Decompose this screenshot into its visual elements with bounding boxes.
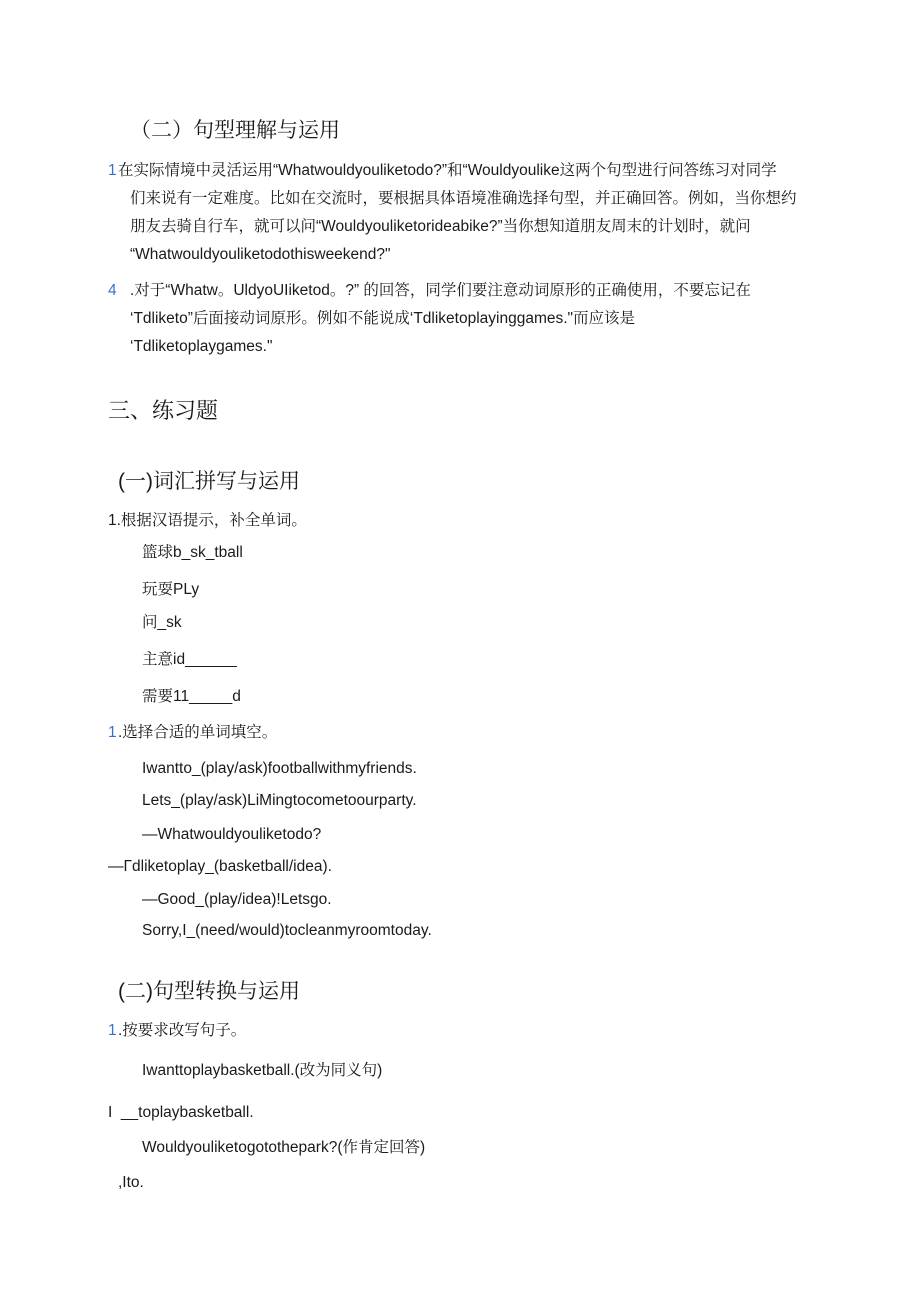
section-heading-sentence-patterns: （二）句型理解与运用: [130, 119, 340, 142]
paragraph-line: “Whatwouldyouliketodothisweekend?": [130, 246, 391, 263]
item-number: 4: [108, 282, 117, 299]
question-item: Lets_(play/ask)LiMingtocometoourparty.: [142, 792, 417, 809]
question-item: I __toplaybasketball.: [108, 1104, 254, 1121]
question-item: Iwantto_(play/ask)footballwithmyfriends.: [142, 760, 417, 777]
paragraph-line: ‘Tdliketoplaygames.": [130, 338, 273, 355]
item-number: 1: [108, 1022, 117, 1039]
subsection-heading-sentence-transformation: (二)句型转换与运用: [118, 980, 300, 1003]
question-label: .选择合适的单词填空。: [118, 724, 278, 741]
section-heading-exercises: 三、练习题: [108, 398, 219, 423]
question-item: 问_sk: [142, 614, 182, 631]
question-item: 主意id______: [142, 651, 237, 668]
question-item: —Good_(play/idea)!Letsgo.: [142, 891, 332, 908]
question-label: .按要求改写句子。: [118, 1022, 247, 1039]
item-number: 1: [108, 724, 117, 741]
question-item: Iwanttoplaybasketball.(改为同义句): [142, 1062, 383, 1079]
question-item: Wouldyouliketogotothepark?(作肯定回答): [142, 1139, 426, 1156]
paragraph-line: 在实际情境中灵活运用“Whatwouldyouliketodo?”和“Wouldyoulike这两个句型进行问答练习对同学: [118, 162, 777, 179]
question-item: —Whatwouldyouliketodo?: [142, 826, 322, 843]
paragraph-line: 朋友去骑自行车，就可以问“Wouldyouliketorideabike?”当你想知道朋友周末的计划时，就问: [130, 218, 751, 235]
question-item: 玩耍PLy: [142, 581, 200, 598]
item-number: 1: [108, 162, 117, 179]
paragraph-line: 们来说有一定难度。比如在交流时，要根据具体语境准确选择句型，并正确回答。例如，当你想约: [130, 190, 797, 207]
question-label: 1.根据汉语提示，补全单词。: [108, 512, 307, 529]
subsection-heading-vocabulary: (一)词汇拼写与运用: [118, 470, 300, 493]
question-item: ,Ito.: [118, 1174, 144, 1191]
paragraph-line: .对于“Whatw。UldyoUIiketod。?” 的回答，同学们要注意动词原形的正确使用，不要忘记在: [130, 282, 751, 299]
question-item: 需要11_____d: [142, 688, 241, 705]
paragraph-line: ‘Tdliketo”后面接动词原形。例如不能说成‘Tdliketoplayinggames."而应该是: [130, 310, 636, 327]
question-item: —Γdliketoplay_(basketball/idea).: [108, 858, 332, 875]
question-item: Sorry,I_(need/would)tocleanmyroomtoday.: [142, 922, 432, 939]
question-item: 篮球b_sk_tball: [142, 544, 243, 561]
